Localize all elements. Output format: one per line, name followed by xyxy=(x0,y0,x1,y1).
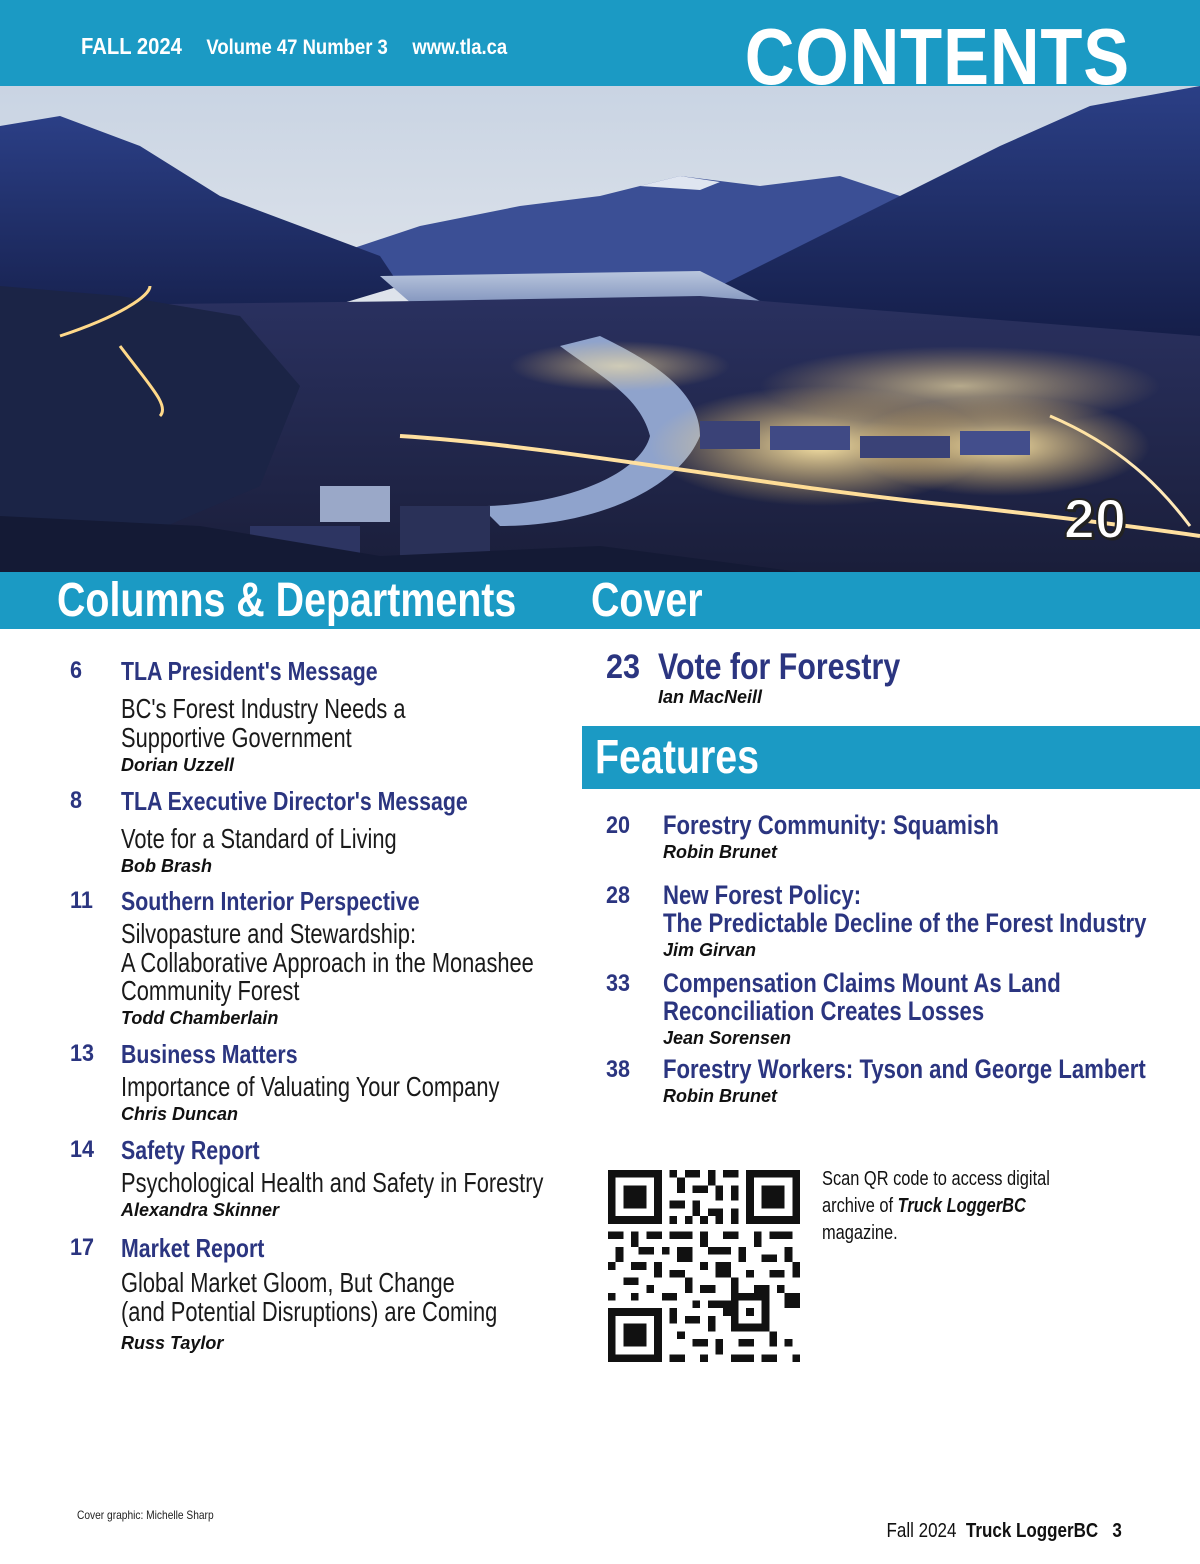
feature-page-number: 20 xyxy=(606,812,631,839)
cover-page-number: 23 xyxy=(606,648,641,686)
feature-title[interactable]: New Forest Policy: The Predictable Decline of the Forest Industry xyxy=(663,880,1147,938)
feature-page-number: 38 xyxy=(606,1056,631,1083)
column-section-title[interactable]: TLA President's Message xyxy=(121,656,378,686)
column-author: Chris Duncan xyxy=(121,1104,239,1124)
issue-season: FALL 2024 xyxy=(81,33,182,59)
masthead-info xyxy=(81,33,527,60)
feature-page-number: 28 xyxy=(606,882,631,909)
page-title: CONTENTS xyxy=(744,12,1130,101)
feature-title[interactable]: Forestry Workers: Tyson and George Lambert xyxy=(663,1054,1146,1084)
page-footer xyxy=(887,1520,1122,1543)
feature-author: Jim Girvan xyxy=(663,940,757,960)
footer-issue: Fall 2024 xyxy=(886,1520,957,1542)
column-section-title[interactable]: TLA Executive Director's Message xyxy=(121,786,468,816)
column-page-number: 17 xyxy=(70,1234,95,1261)
column-article-title[interactable]: Silvopasture and Stewardship: A Collaborative Approach in the Monashee Community Forest xyxy=(121,918,534,1006)
feature-title[interactable]: Forestry Community: Squamish xyxy=(663,810,999,840)
cover-page-number: 20 xyxy=(1063,487,1126,550)
column-page-number: 14 xyxy=(70,1136,95,1163)
footer-magazine: Truck LoggerBC xyxy=(966,1520,1099,1542)
column-author: Bob Brash xyxy=(121,856,213,876)
qr-code[interactable] xyxy=(608,1170,800,1362)
column-author: Dorian Uzzell xyxy=(121,755,235,775)
column-section-title[interactable]: Safety Report xyxy=(121,1135,260,1165)
website-link[interactable]: www.tla.ca xyxy=(412,36,508,59)
column-author: Russ Taylor xyxy=(121,1333,224,1353)
cover-credit: Cover graphic: Michelle Sharp xyxy=(77,1508,214,1522)
column-page-number: 8 xyxy=(70,787,83,814)
cover-story-title[interactable]: Vote for Forestry xyxy=(658,646,901,687)
column-article-title[interactable]: Psychological Health and Safety in Forestry xyxy=(121,1167,544,1198)
cover-heading: Cover xyxy=(591,574,703,627)
qr-caption-text: Scan QR code to access digital archive of xyxy=(822,1168,1050,1217)
column-section-title[interactable]: Business Matters xyxy=(121,1039,298,1069)
footer-page-number: 3 xyxy=(1112,1520,1122,1542)
squamish-night-photo xyxy=(0,86,1200,572)
feature-title[interactable]: Compensation Claims Mount As Land Reconciliation Creates Losses xyxy=(663,968,1061,1026)
column-section-title[interactable]: Market Report xyxy=(121,1233,265,1263)
column-author: Alexandra Skinner xyxy=(121,1200,280,1220)
columns-departments-heading: Columns & Departments xyxy=(57,574,517,627)
feature-author: Jean Sorensen xyxy=(663,1028,792,1048)
column-article-title[interactable]: Global Market Gloom, But Change (and Potential Disruptions) are Coming xyxy=(121,1267,498,1327)
magazine-name: Truck LoggerBC xyxy=(897,1195,1026,1217)
column-section-title[interactable]: Southern Interior Perspective xyxy=(121,886,420,916)
cover-photo xyxy=(0,86,1200,572)
column-article-title[interactable]: Importance of Valuating Your Company xyxy=(121,1071,500,1102)
column-author: Todd Chamberlain xyxy=(121,1008,279,1028)
column-article-title[interactable]: Vote for a Standard of Living xyxy=(121,823,397,854)
feature-author: Robin Brunet xyxy=(663,1086,777,1106)
qr-caption xyxy=(822,1166,1093,1247)
features-heading: Features xyxy=(595,731,760,784)
cover-author: Ian MacNeill xyxy=(658,687,763,707)
column-page-number: 6 xyxy=(70,657,83,684)
column-page-number: 13 xyxy=(70,1040,95,1067)
column-page-number: 11 xyxy=(70,887,93,914)
feature-page-number: 33 xyxy=(606,970,631,997)
qr-caption-end: magazine. xyxy=(822,1222,898,1244)
issue-volume: Volume 47 Number 3 xyxy=(206,36,388,59)
column-article-title[interactable]: BC's Forest Industry Needs a Supportive Government xyxy=(121,693,406,753)
feature-author: Robin Brunet xyxy=(663,842,777,862)
